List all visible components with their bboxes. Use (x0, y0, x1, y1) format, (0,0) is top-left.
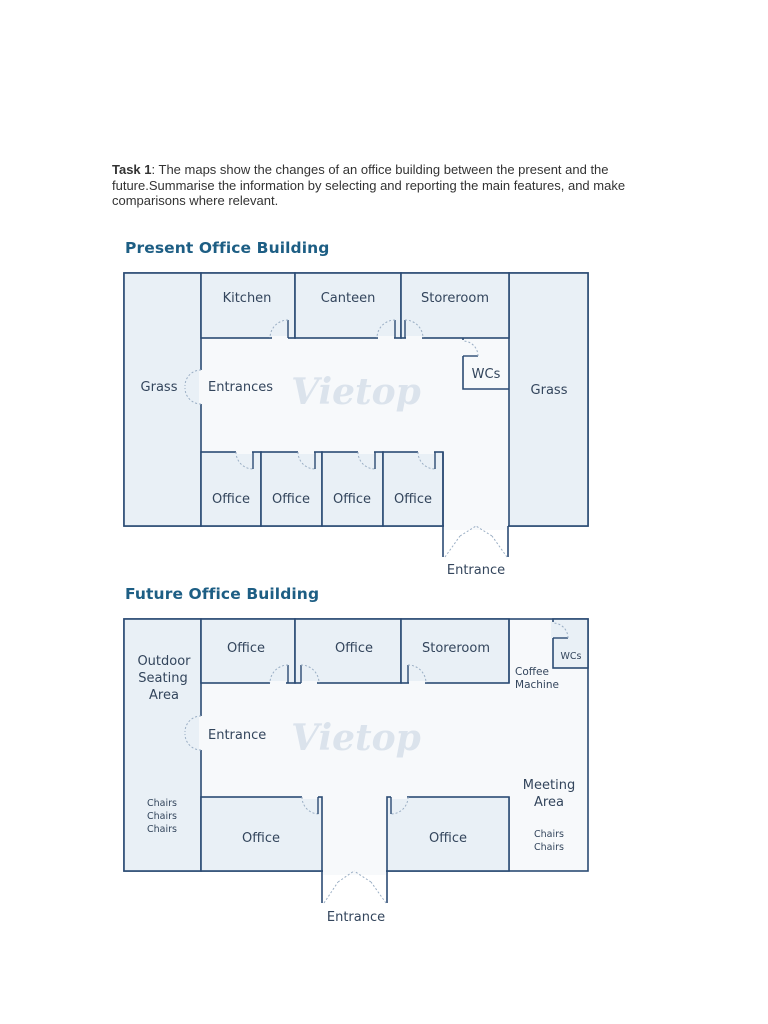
present-watermark: Vietop (291, 371, 421, 413)
present-office-1-label: Office (212, 492, 250, 507)
present-office-2-label: Office (272, 492, 310, 507)
future-chairs-left-1: Chairs (147, 798, 177, 809)
present-office-4-label: Office (394, 492, 432, 507)
future-meeting-label-1: Meeting (522, 778, 576, 793)
future-coffee-label-1: Coffee (515, 666, 549, 678)
future-coffee-label-2: Machine (515, 679, 559, 691)
present-grass-right-label: Grass (530, 383, 568, 398)
future-office-bottom-1-label: Office (242, 831, 280, 846)
present-map-title: Present Office Building (125, 239, 330, 257)
present-storeroom-label: Storeroom (421, 291, 489, 306)
present-canteen-label: Canteen (320, 291, 376, 306)
present-office-3 (322, 452, 383, 526)
present-grass-left-label: Grass (140, 380, 178, 395)
future-storeroom-label: Storeroom (422, 641, 490, 656)
present-wcs-label: WCs (471, 367, 501, 382)
future-wcs-label: WCs (560, 651, 582, 662)
task-text: : The maps show the changes of an office building between the present and the future.Summarise the information by selecting and reporting the main features, and make comparisons where relevant. (112, 162, 626, 208)
future-outdoor-label-2: Seating (138, 671, 188, 686)
future-office-top-2-label: Office (335, 641, 373, 656)
present-office-2 (261, 452, 322, 526)
present-office-3-label: Office (333, 492, 371, 507)
future-entrance-side-label: Entrance (208, 728, 267, 743)
future-chairs-right-1: Chairs (534, 829, 564, 840)
future-entrance-label: Entrance (326, 910, 386, 925)
future-meeting-label-2: Area (534, 795, 564, 810)
future-chairs-left-3: Chairs (147, 824, 177, 835)
future-watermark: Vietop (291, 717, 421, 759)
future-office-top-1-label: Office (227, 641, 265, 656)
present-entrance-label: Entrance (446, 563, 506, 578)
present-office-4 (383, 452, 443, 526)
task-heading: Task 1 (112, 162, 152, 177)
future-office-bottom-2-label: Office (429, 831, 467, 846)
present-map (124, 273, 588, 578)
present-office-1 (201, 452, 261, 526)
future-chairs-left-2: Chairs (147, 811, 177, 822)
future-outdoor-label-1: Outdoor (137, 654, 191, 669)
present-grass-right (509, 273, 588, 526)
future-map (124, 619, 588, 925)
future-outdoor-label-3: Area (149, 688, 179, 703)
future-chairs-right-2: Chairs (534, 842, 564, 853)
future-map-title: Future Office Building (125, 585, 320, 603)
present-kitchen-label: Kitchen (222, 291, 272, 306)
present-entrances-label: Entrances (208, 380, 274, 395)
